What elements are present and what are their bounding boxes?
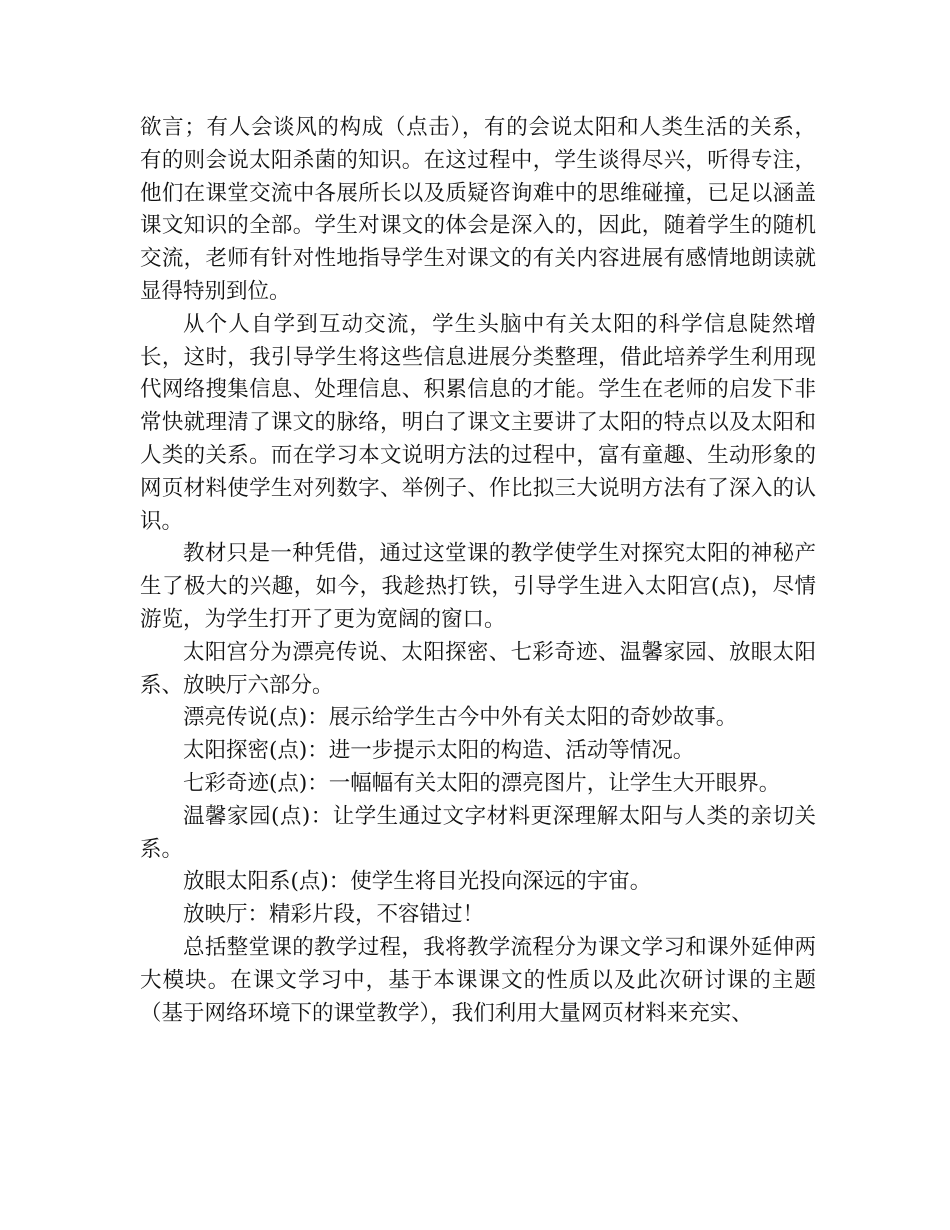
paragraph-4: 太阳宫分为漂亮传说、太阳探密、七彩奇迹、温馨家园、放眼太阳系、放映厅六部分。 xyxy=(140,639,816,698)
paragraph-3: 教材只是一种凭借，通过这堂课的教学使学生对探究太阳的神秘产生了极大的兴趣，如今，我趁热打铁，引导学生进入太阳宫(点)，尽情游览，为学生打开了更为宽阔的窗口。 xyxy=(140,541,816,632)
paragraph-1: 欲言；有人会谈风的构成（点击），有的会说太阳和人类生活的关系，有的则会说太阳杀菌的知识。在这过程中，学生谈得尽兴，听得专注，他们在课堂交流中各展所长以及质疑咨询难中的思维碰撞，已足以涵盖课文知识的全部。学生对课文的体会是深入的，因此，随着学生的随机交流，老师有针对性地指导学生对课文的有关内容进展有感情地朗读就显得特别到位。 xyxy=(140,115,816,304)
paragraph-10: 放映厅：精彩片段，不容错过！ xyxy=(183,902,485,928)
paragraph-8: 温馨家园(点)：让学生通过文字材料更深理解太阳与人类的亲切关系。 xyxy=(140,803,816,862)
document-body xyxy=(140,112,816,1030)
paragraph-7: 七彩奇迹(点)：一幅幅有关太阳的漂亮图片，让学生大开眼界。 xyxy=(183,770,781,796)
paragraph-2: 从个人自学到互动交流，学生头脑中有关太阳的科学信息陡然增长，这时，我引导学生将这些信息进展分类整理，借此培养学生利用现代网络搜集信息、处理信息、积累信息的才能。学生在老师的启发下非常快就理清了课文的脉络，明白了课文主要讲了太阳的特点以及太阳和人类的关系。而在学习本文说明方法的过程中，富有童趣、生动形象的网页材料使学生对列数字、举例子、作比拟三大说明方法有了深入的认识。 xyxy=(140,311,816,534)
paragraph-9: 放眼太阳系(点)：使学生将目光投向深远的宇宙。 xyxy=(183,869,652,895)
paragraph-11: 总括整堂课的教学过程，我将教学流程分为课文学习和课外延伸两大模块。在课文学习中，基于本课课文的性质以及此次研讨课的主题（基于网络环境下的课堂教学），我们利用大量网页材料来充实、 xyxy=(140,934,816,1026)
paragraph-6: 太阳探密(点)：进一步提示太阳的构造、活动等情况。 xyxy=(183,738,695,764)
paragraph-5: 漂亮传说(点)：展示给学生古今中外有关太阳的奇妙故事。 xyxy=(183,705,738,731)
